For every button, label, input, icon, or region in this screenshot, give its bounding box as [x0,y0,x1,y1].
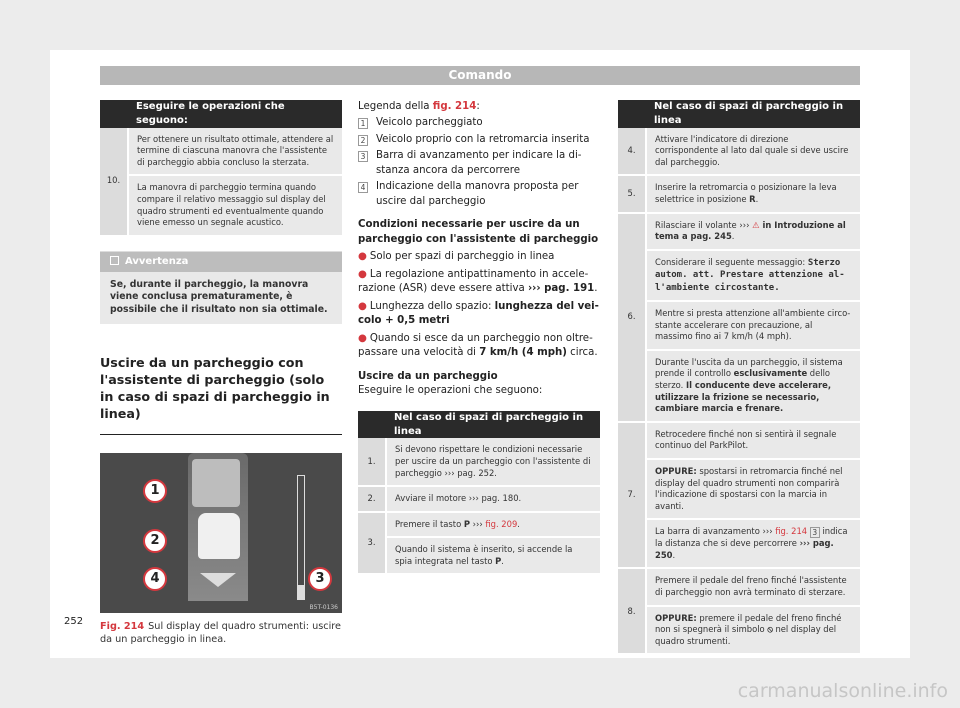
figure-label: Fig. 214 [100,621,145,633]
figure-214 [100,453,342,613]
maneuver-arrow-icon [200,573,236,587]
step-text: La manovra di parcheggio termina quando compare il relativo messaggio sul display del quadro strumenti ed eventualmente quando viene emesso un segnale acustico. [128,175,342,235]
step-number: 2. [358,486,386,512]
progress-bar-fill [298,585,304,600]
section-title: Uscire da un parcheggio con l'assistente di parcheggio (solo in caso di spazi di parcheggio in linea) [100,354,342,435]
conditions-title: Condizioni necessarie per uscire da un parcheggio con l'assistente di parcheggio [358,219,599,245]
note-title-text: Avvertenza [125,255,189,267]
park-button-icon: P [463,518,471,529]
step-text: Mentre si presta attenzione all'ambiente circostante accelerare con precauzione, al massimo fino ai 7 km/h (4 mph). [646,301,860,350]
legend-number: 4 [358,182,368,193]
table-header-title: Nel caso di spazi di parcheggio in linea [646,100,860,128]
step-number: 10. [100,128,128,236]
own-vehicle-icon [198,513,240,559]
figure-code: B5T-0136 [309,604,338,612]
table-row [618,213,860,250]
display-message: Sterzo autom. att. Prestare attenzione all'ambiente circostante. [655,257,845,293]
legend-number: 2 [358,135,368,146]
table-row [100,128,342,176]
step-text: Attivare l'indicatore di direzione corrispondente al lato dal quale si deve uscire dal parcheggio. [646,128,860,176]
step-text: Premere il tasto P ››› fig. 209. [386,512,600,538]
step-number: 3. [358,512,386,575]
legend-item [358,116,600,130]
step-number: 8. [618,568,646,654]
table-row [358,486,600,512]
table-row [618,459,860,519]
step-number: 6. [618,213,646,422]
step-text: La barra di avanzamento ››› fig. 214 3 indica la distanza che si deve percorrere ››› pag. 250. [646,519,860,568]
table-header-title: Nel caso di spazi di parcheggio in linea [386,411,600,439]
condition-item: ● Lunghezza dello spazio: lunghezza del veicolo + 0,5 metri [358,300,599,327]
progress-bar [297,475,305,600]
park-button-icon: P [495,555,502,566]
step-number: 4. [618,128,646,176]
exit-text: Eseguire le operazioni che seguono: [358,385,543,397]
table-row [358,512,600,538]
callout-4: 4 [143,567,167,591]
table-row [618,301,860,350]
step-text: OPPURE: spostarsi in retromarcia finché nel display del quadro strumenti non comparirà l'indicazione di spostarsi con la marcia in avanti. [646,459,860,519]
left-column [100,100,342,647]
table-row [618,422,860,459]
parked-vehicle [192,459,240,507]
table-row [618,250,860,301]
table-row [618,175,860,212]
step-text: Rilasciare il volante ››› ⚠ in Introduzione al tema a pag. 245. [646,213,860,250]
step-text: Durante l'uscita da un parcheggio, il sistema prende il controllo esclusivamente dello sterzo. Il conducente deve accelerare, utilizzare la frizione se necessario, cambiare marcia e frenare. [646,350,860,422]
step-text: Si devono rispettare le condizioni necessarie per uscire da un parcheggio con l'assistente di parcheggio ››› pag. 252. [386,438,600,486]
legend-text: Veicolo parcheggiato [376,117,483,129]
legend-text: Veicolo proprio con la retromarcia inserita [376,133,590,145]
right-column [618,100,860,655]
legend-number: 3 [358,151,368,162]
note-text: Se, durante il parcheggio, la manovra viene conclusa prematuramente, è possibile che il risultato non sia ottimale. [100,272,342,325]
table-row [618,519,860,568]
page-reference-link[interactable]: ››› pag. 250 [655,538,834,560]
info-icon [110,256,119,265]
condition-item: ● Solo per spazi di parcheggio in linea [358,251,555,263]
legend-item [358,180,600,209]
table-header-title: Eseguire le operazioni che seguono: [128,100,342,128]
legend-number: 1 [358,118,368,129]
callout-2: 2 [143,529,167,553]
figure-reference-link[interactable]: fig. 214 [775,526,808,537]
callout-badge: 3 [810,527,820,538]
page-header: Comando [100,66,860,85]
page-number: 252 [64,616,84,627]
callout-1: 1 [143,479,167,503]
legend-item [358,149,600,178]
step-text: Quando il sistema è inserito, si accende la spia integrata nel tasto P. [386,537,600,574]
callout-3: 3 [308,567,332,591]
step-text: Per ottenere un risultato ottimale, attendere al termine di ciascuna manovra che l'assistente di parcheggio abbia concluso la sterzata. [128,128,342,176]
figure-reference-link[interactable]: fig. 209 [485,518,518,529]
step-text: OPPURE: premere il pedale del freno finché non si spegnerà il simbolo ⦸ nel display del quadro strumenti. [646,606,860,655]
step-number: 5. [618,175,646,212]
steering-symbol-icon: ⦸ [767,624,773,635]
table-row [358,438,600,486]
table-row [618,128,860,176]
condition-item: ● La regolazione antipattinamento in accelerazione (ASR) deve essere attiva ››› pag. 191. [358,268,598,295]
steps-table [358,411,600,576]
legend-text: Indicazione della manovra proposta per uscire dal parcheggio [376,181,579,207]
step-text: Considerare il seguente messaggio: Sterzo autom. att. Prestare attenzione all'ambiente circostante. [646,250,860,301]
condition-item: ● Quando si esce da un parcheggio non oltrepassare una velocità di 7 km/h (4 mph) circa. [358,332,598,359]
table-row [618,568,860,605]
figure-caption-text: Sul display del quadro strumenti: uscire da un parcheggio in linea. [100,621,341,646]
table-header-number [618,100,646,128]
table-header-number [358,411,386,439]
steps-table-continued [100,100,342,237]
exit-title: Uscire da un parcheggio [358,370,498,382]
step-text: Inserire la retromarcia o posizionare la leva selettrice in posizione R. [646,175,860,212]
watermark: carmanualsonline.info [737,680,948,702]
warning-icon: ⚠ [752,219,760,230]
legend-item [358,133,600,147]
legend-title: Legenda della fig. 214: [358,101,480,112]
step-number: 7. [618,422,646,569]
step-text: Premere il pedale del freno finché l'assistente di parcheggio non avrà terminato di sterzare. [646,568,860,605]
legend-text: Barra di avanzamento per indicare la distanza ancora da percorrere [376,150,582,176]
steps-table-continued [618,100,860,655]
note-title [100,252,342,272]
table-row [100,175,342,235]
note-box [100,251,342,325]
legend-list [358,116,600,209]
figure-caption [100,621,342,647]
step-text: Retrocedere finché non si sentirà il segnale continuo del ParkPilot. [646,422,860,459]
step-text: Avviare il motore ››› pag. 180. [386,486,600,512]
figure-reference-link[interactable]: fig. 214 [432,101,477,112]
step-number: 1. [358,438,386,486]
table-row [618,606,860,655]
table-header-number [100,100,128,128]
middle-column [358,100,600,575]
table-row [618,350,860,422]
table-row [358,537,600,574]
